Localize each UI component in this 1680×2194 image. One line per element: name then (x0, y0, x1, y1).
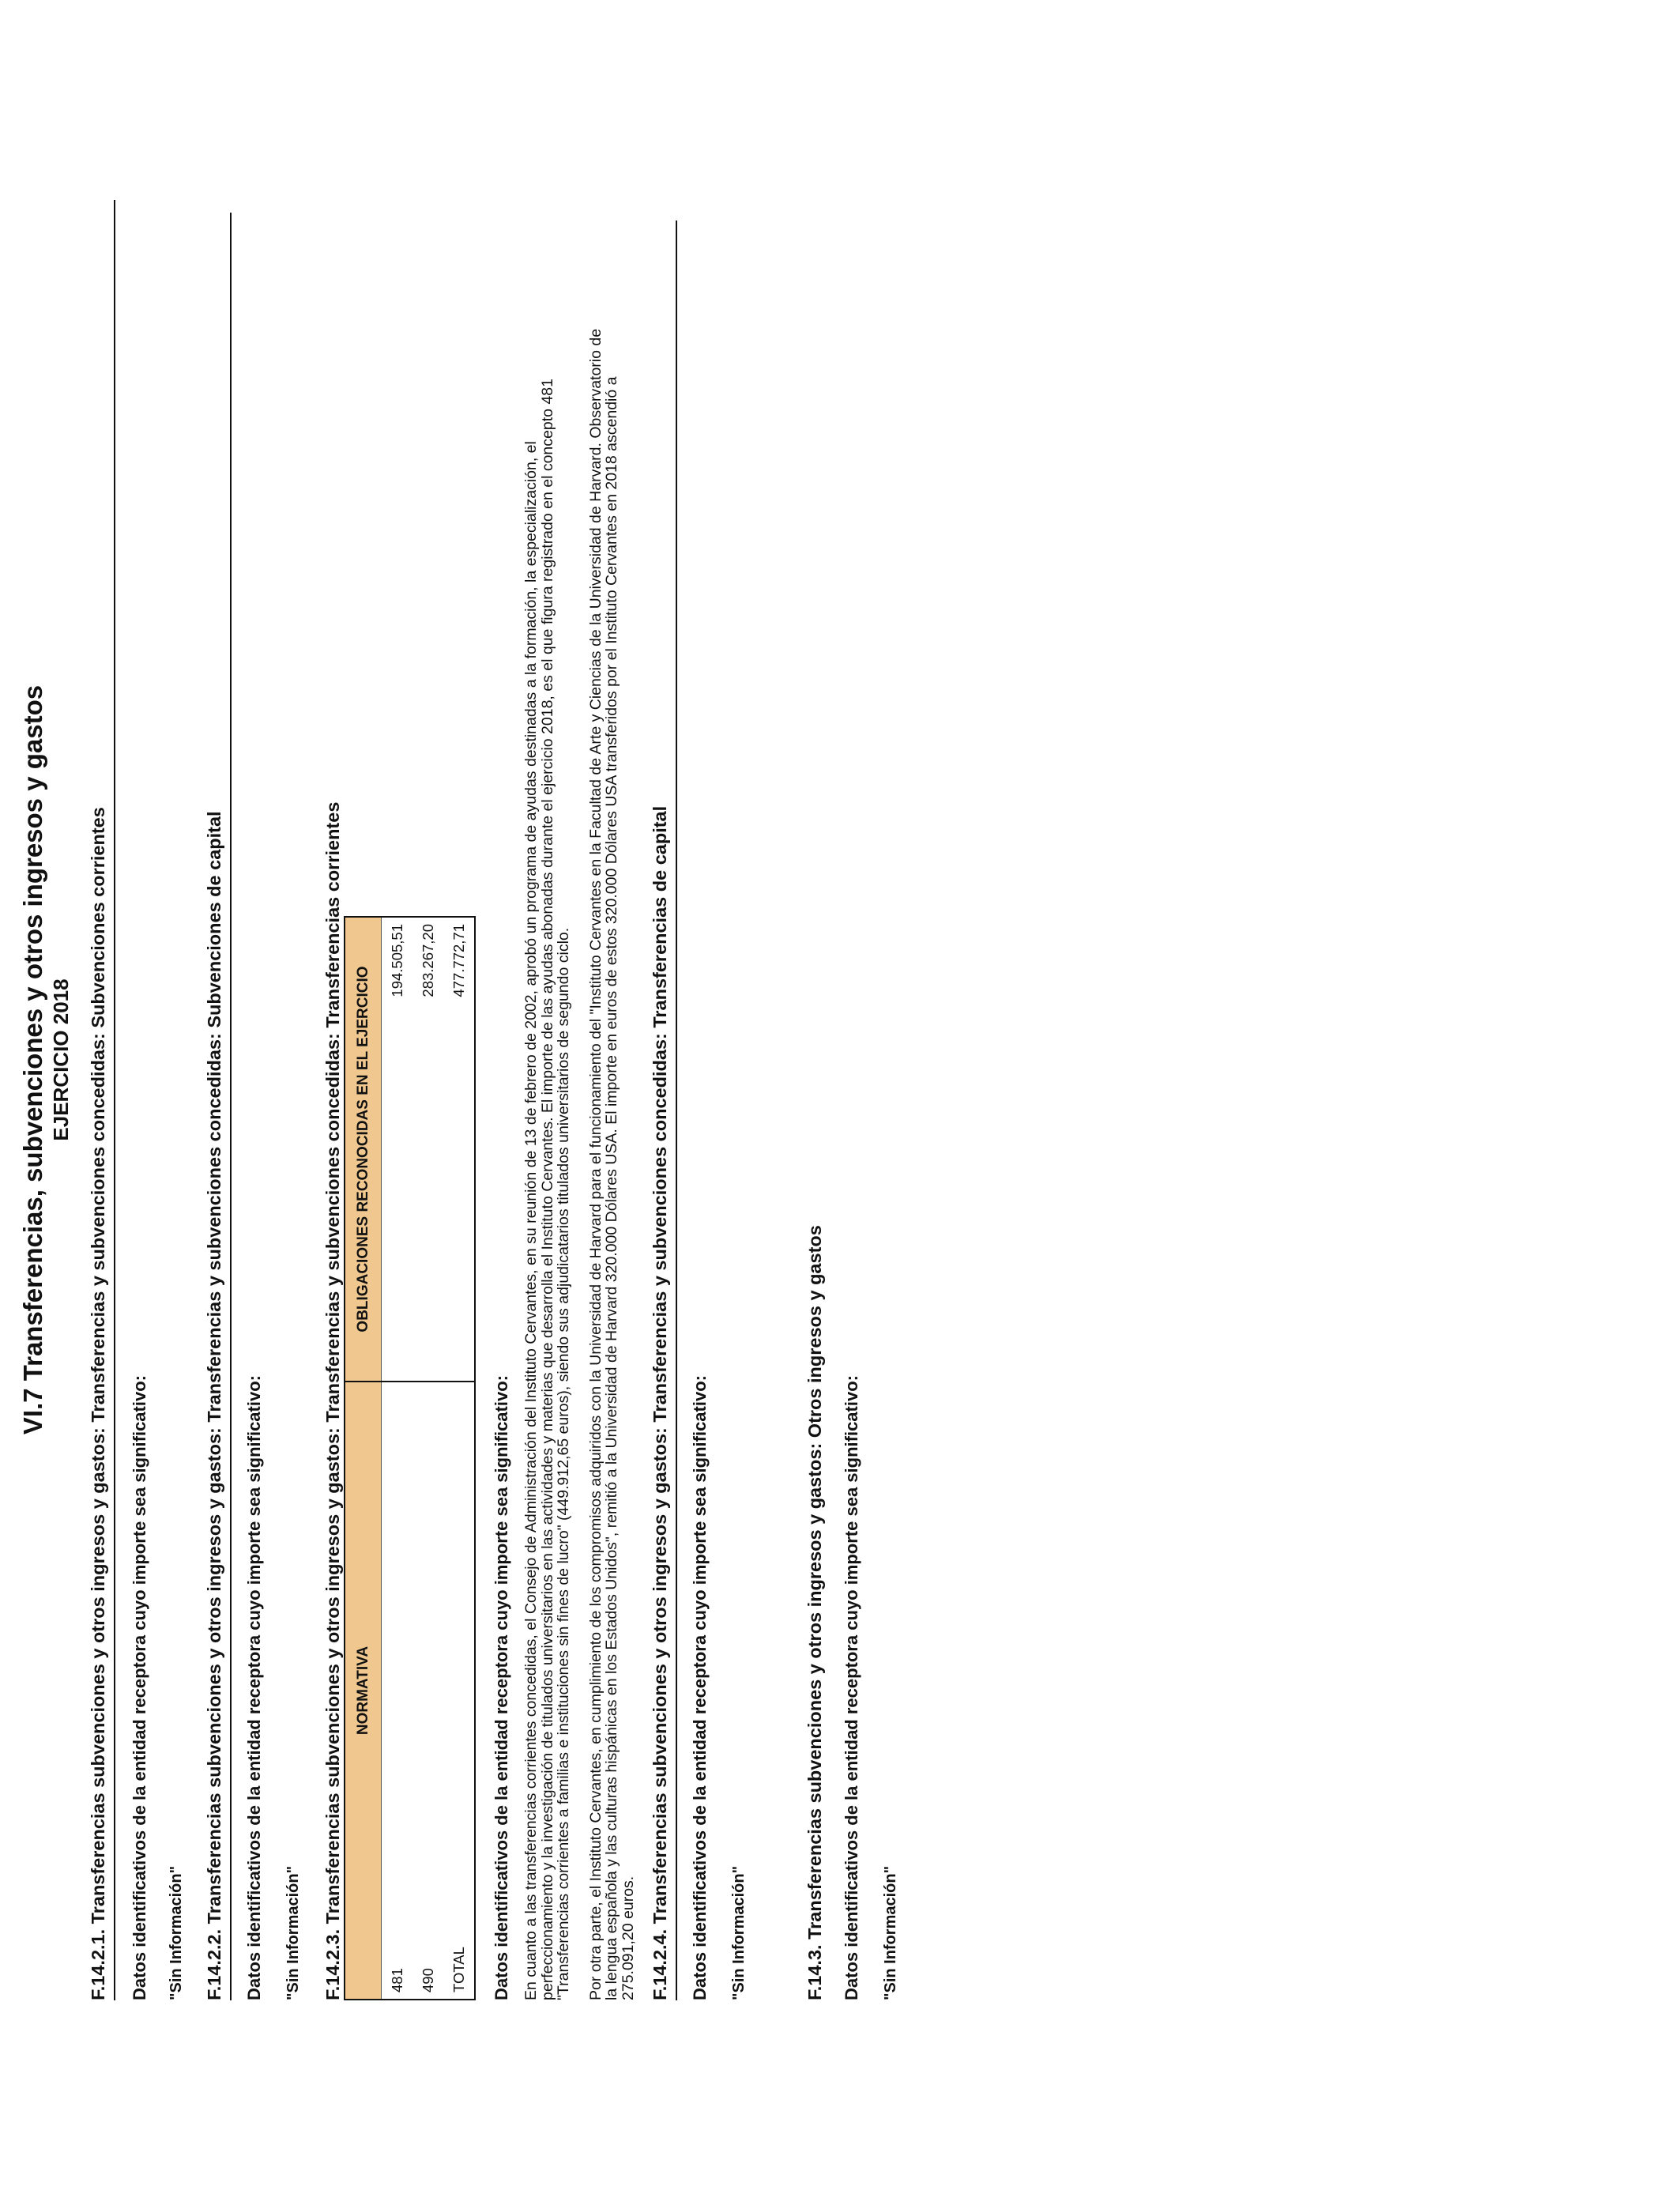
section-heading-text: F.14.2.1. Transferencias subvenciones y otros ingresos y gastos: Transferencias y subvenciones concedidas: Subvenciones corrientes (88, 807, 108, 2000)
cell-normativa: 490 (412, 1382, 443, 2000)
obligaciones-table (344, 916, 476, 2000)
cell-obligaciones: 194.505,51 (388, 924, 405, 997)
datos-identificativos-label: Datos identificativos de la entidad receptora cuyo importe sea significativo: (690, 1375, 710, 2000)
datos-identificativos-label: Datos identificativos de la entidad receptora cuyo importe sea significativo: (244, 1375, 264, 2000)
datos-identificativos-label: Datos identificativos de la entidad receptora cuyo importe sea significativo: (842, 1375, 861, 2000)
sin-informacion-text: "Sin Información" (284, 1865, 302, 2000)
page-title: VI.7 Transferencias, subvenciones y otros ingresos y gastos (18, 684, 47, 1435)
table-row (382, 917, 413, 2000)
sin-informacion-text: "Sin Información" (730, 1865, 748, 2000)
section-heading-14-2-4 (649, 119, 671, 2000)
header-normativa: NORMATIVA (345, 1382, 382, 2000)
section-rule (230, 213, 232, 2000)
section-heading-text: F.14.2.2. Transferencias subvenciones y otros ingresos y gastos: Transferencias y subvenciones concedidas: Subvenciones de capital (204, 811, 224, 2000)
section-rule (676, 221, 677, 2000)
cell-normativa: TOTAL (443, 1382, 475, 2000)
section-heading-text: F.14.2.3. Transferencias subvenciones y otros ingresos y gastos: Transferencias y subvenciones concedidas: Transferencias corrientes (322, 801, 343, 2000)
section-heading-14-2-2 (203, 119, 225, 2000)
header-obligaciones: OBLIGACIONES RECONOCIDAS EN EL EJERCICIO (345, 917, 382, 1382)
cell-normativa: 481 (382, 1382, 413, 2000)
sin-informacion-text: "Sin Información" (168, 1865, 185, 2000)
page-content (0, 119, 900, 2000)
paragraph-universidad-harvard: Por otra parte, el Instituto Cervantes, en cumplimiento de los compromisos adquiridos con la Universidad de Harvard para el funcionamiento del "Instituto Cervantes en la Facultad de Arte y Ciencias de la Universidad de Harvard. Observatorio de la lengua española y las culturas hispánicas en los Estados Unidos", remitió a la Universidad de Harvard 320.000 Dólares USA. El importe en euros de estos 320.000 Dólares USA transferidos por el Instituto Cervantes en 2018 ascendió a 275.091,20 euros. (586, 328, 637, 2000)
page-subtitle: EJERCICIO 2018 (49, 978, 73, 1141)
datos-identificativos-label: Datos identificativos de la entidad receptora cuyo importe sea significativo: (492, 1375, 511, 2000)
section-rule (114, 200, 115, 2000)
cell-obligaciones: 477.772,71 (450, 924, 467, 997)
sin-informacion-text: "Sin Información" (882, 1865, 899, 2000)
section-heading-14-2-1 (87, 119, 109, 2000)
table-row (412, 917, 443, 2000)
section-heading-14-3 (804, 119, 826, 2000)
section-heading-text: F.14.2.4. Transferencias subvenciones y otros ingresos y gastos: Transferencias y subvenciones concedidas: Transferencias de capital (650, 805, 670, 2000)
paragraph-transferencias-corrientes: En cuanto a las transferencias corrientes concedidas, el Consejo de Administración del Instituto Cervantes, en su reunión de 13 de febrero de 2002, aprobó un programa de ayudas destinadas a la formación, la especialización, el perfeccionamiento y la investigación de titulados universitarios en las actividades y materias que desarrolla el Instituto Cervantes. El importe de las ayudas abonadas durante el ejercicio 2018, es el que figura registrado en el concepto 481 "Transferencias corrientes a familias e instituciones sin fines de lucro" (449.912,65 euros), siendo sus adjudicatarios titulados universitarios de segundo ciclo. (522, 379, 572, 2000)
table-row-total (443, 917, 475, 2000)
datos-identificativos-label: Datos identificativos de la entidad receptora cuyo importe sea significativo: (130, 1375, 149, 2000)
section-heading-14-2-3 (322, 119, 344, 2000)
table-header-row (345, 917, 382, 2000)
section-heading-text: F.14.3. Transferencias subvenciones y otros ingresos y gastos: Otros ingresos y gastos (804, 1225, 825, 2000)
cell-obligaciones: 283.267,20 (419, 924, 436, 997)
